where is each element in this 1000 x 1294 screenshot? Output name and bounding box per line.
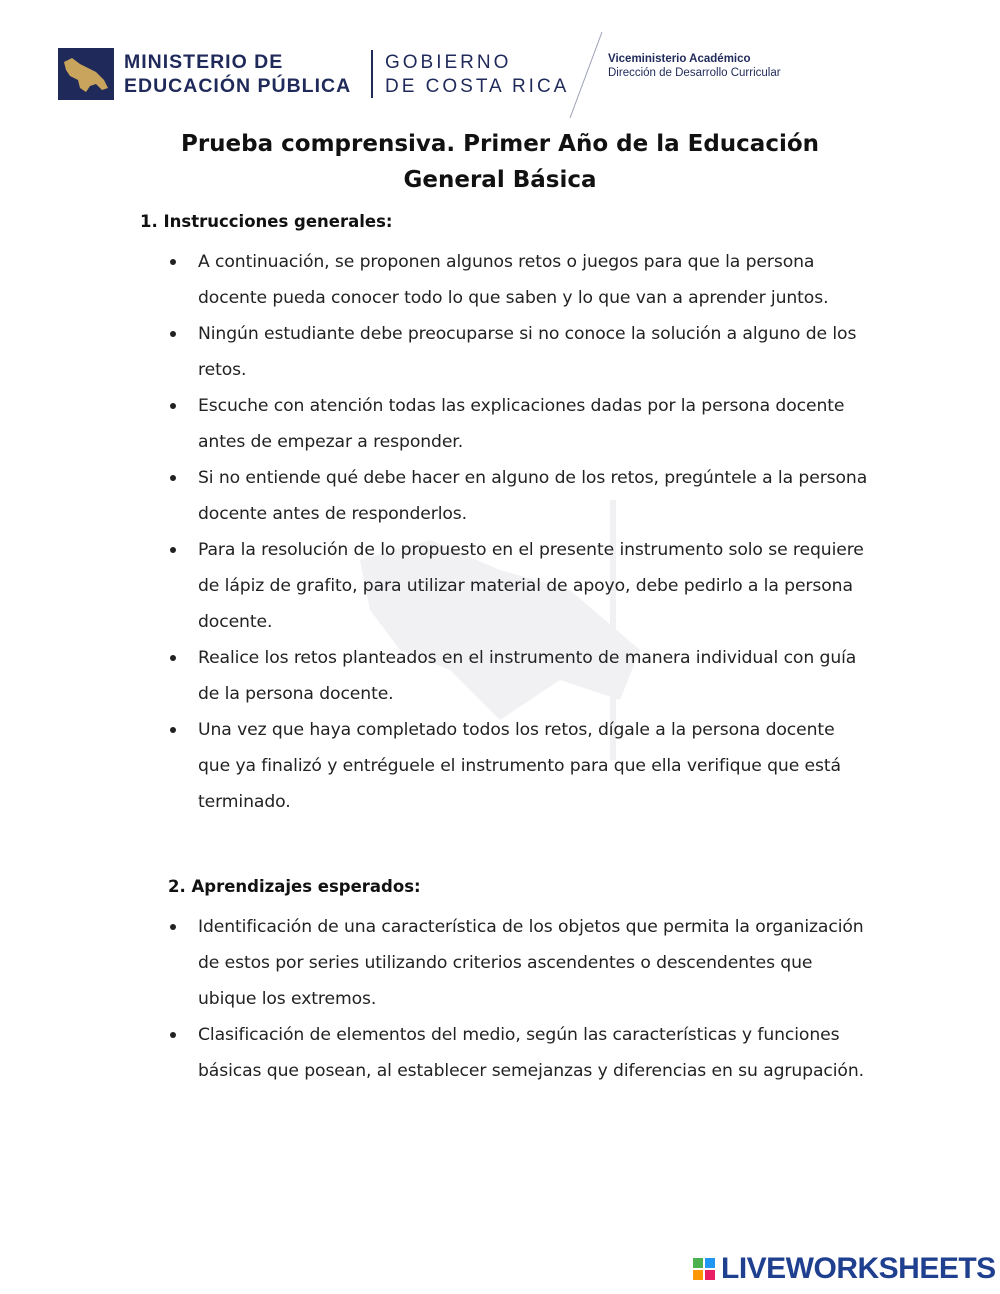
vice-ministry-subtitle: Dirección de Desarrollo Curricular [608,67,781,79]
bullet-icon [170,547,176,553]
list-item-text: Si no entiende qué debe hacer en alguno de los retos, pregúntele a la persona docente antes de responderlos. [198,468,868,524]
list-item-text: Para la resolución de lo propuesto en el presente instrumento solo se requiere de lápiz de grafito, para utilizar material de apoyo, debe pedirlo a la persona docente. [198,540,864,632]
liveworksheets-icon [693,1258,715,1280]
bullet-icon [170,475,176,481]
list-item [168,460,868,532]
list-item-text: Ningún estudiante debe preocuparse si no conoce la solución a alguno de los retos. [198,324,857,380]
list-item-text: Realice los retos planteados en el instrumento de manera individual con guía de la persona docente. [198,648,857,704]
bullet-icon [170,259,176,265]
header-diagonal-divider [568,30,604,120]
page-title [140,126,860,198]
page-title-line2: General Básica [403,167,597,193]
section-heading-expected-learning: 2. Aprendizajes esperados: [168,877,421,896]
bullet-icon [170,655,176,661]
list-item [168,532,868,640]
liveworksheets-wordmark: LIVEWORKSHEETS [721,1252,996,1285]
list-item-text: A continuación, se proponen algunos retos o juegos para que la persona docente pueda conocer todo lo que saben y lo que van a aprender juntos. [198,252,829,308]
list-item-text: Una vez que haya completado todos los retos, dígale a la persona docente que ya finalizó y entréguele el instrumento para que ella verifique que está terminado. [198,720,841,812]
vice-ministry-title: Viceministerio Académico [608,53,751,65]
bullet-icon [170,1032,176,1038]
expected-learning-list [168,909,868,1089]
bullet-icon [170,403,176,409]
bullet-icon [170,924,176,930]
government-line2: DE COSTA RICA [385,76,570,97]
mep-logo [58,48,114,100]
list-item [168,388,868,460]
page-title-line1: Prueba comprensiva. Primer Año de la Educación [180,131,820,157]
list-item-text: Clasificación de elementos del medio, según las características y funciones básicas que posean, al establecer semejanzas y diferencias en su agrupación. [198,1025,864,1081]
list-item [168,640,868,712]
list-item [168,316,868,388]
instructions-list [168,244,868,820]
bullet-icon [170,331,176,337]
costa-rica-map-icon [58,48,114,100]
list-item [168,909,868,1017]
ministry-name-line1: MINISTERIO DE [124,51,284,73]
list-item-text: Escuche con atención todas las explicaciones dadas por la persona docente antes de empezar a responder. [198,396,845,452]
header-divider [371,50,373,98]
bullet-icon [170,727,176,733]
liveworksheets-logo[interactable] [693,1252,996,1286]
list-item-text: Identificación de una característica de los objetos que permita la organización de estos por series utilizando criterios ascendentes o descendentes que ubique los extremos. [198,917,864,1009]
list-item [168,712,868,820]
document-header [0,0,1000,115]
list-item [168,244,868,316]
section-heading-instructions: 1. Instrucciones generales: [140,212,393,231]
government-line1: GOBIERNO [385,52,512,73]
ministry-name-line2: EDUCACIÓN PÚBLICA [124,75,352,97]
list-item [168,1017,868,1089]
